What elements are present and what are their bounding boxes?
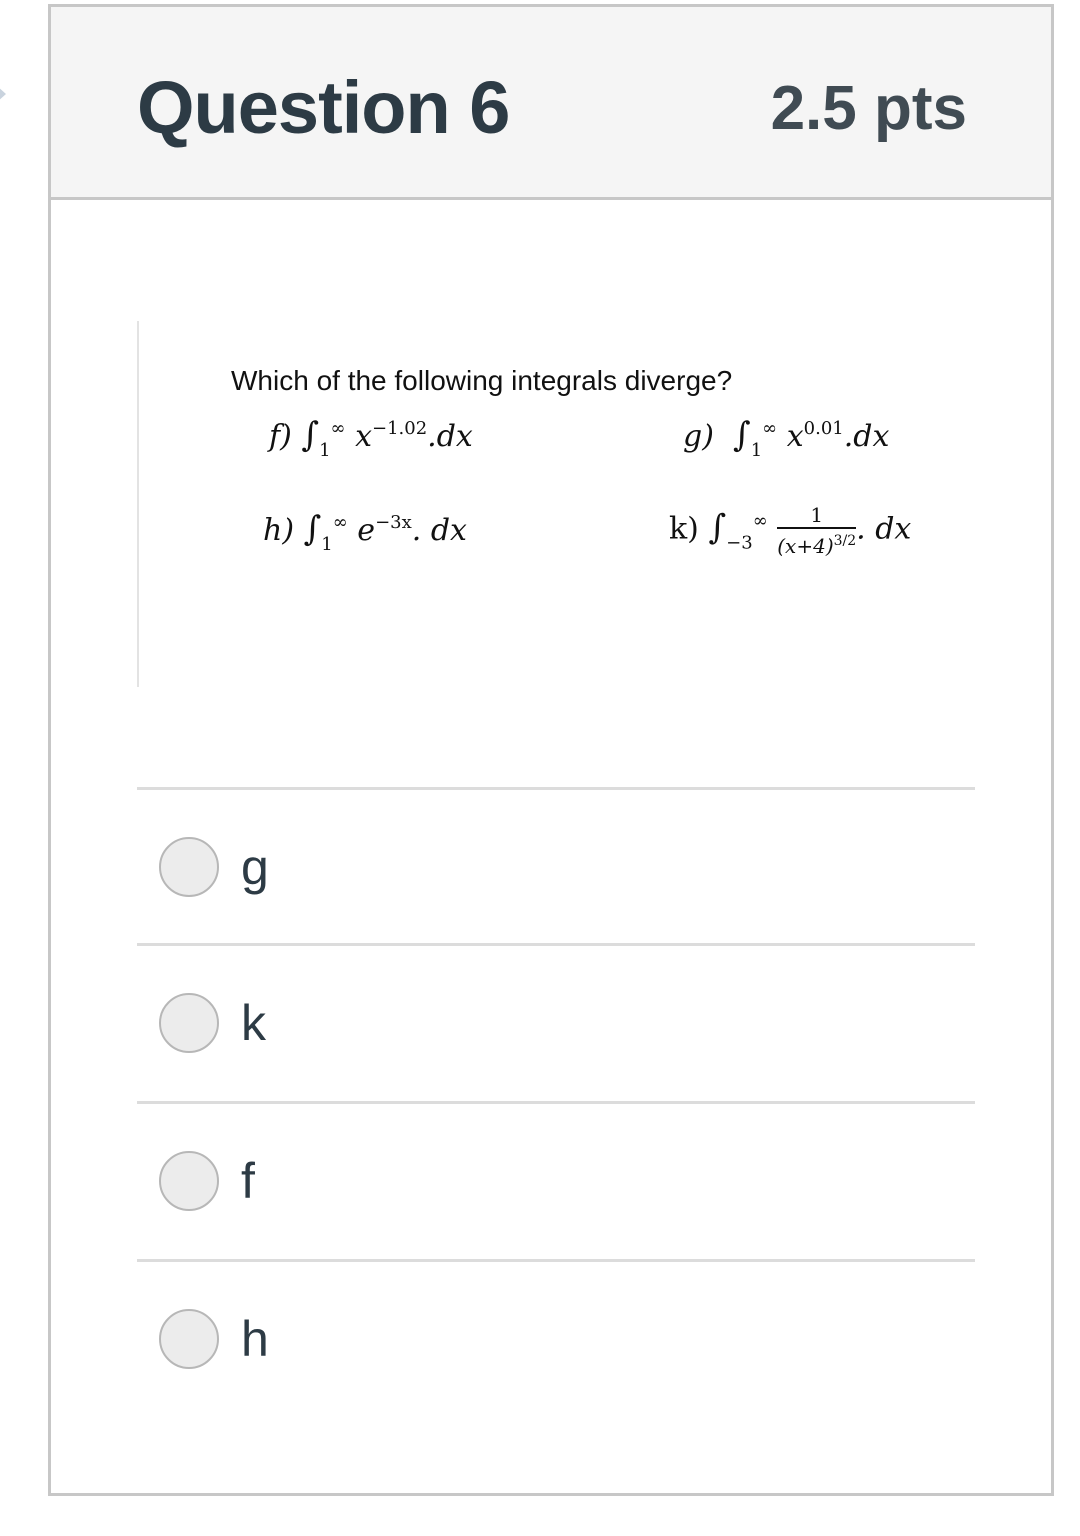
differential: .dx (843, 419, 890, 454)
fraction-denominator (777, 529, 856, 558)
integrand-base: x (355, 419, 372, 454)
upper-limit: ∞ (752, 510, 768, 532)
answer-option-k[interactable] (159, 993, 959, 1057)
upper-limit: ∞ (330, 418, 346, 439)
integrand-exponent: 0.01 (803, 418, 844, 439)
integrand-base: e (357, 513, 376, 548)
question-title: Question 6 (137, 66, 510, 149)
radio-button-icon[interactable] (159, 1309, 219, 1369)
denominator-exponent: 3/2 (833, 533, 857, 549)
integral-h (263, 509, 467, 555)
answer-option-g[interactable] (159, 837, 959, 901)
integral-sign: ∫ (733, 415, 751, 455)
radio-button-icon[interactable] (159, 837, 219, 897)
answer-option-h[interactable] (159, 1309, 959, 1373)
integral-f (269, 415, 473, 461)
question-card (48, 4, 1054, 1496)
differential: . dx (411, 513, 467, 548)
question-points: 2.5 pts (770, 74, 967, 143)
differential: . dx (856, 511, 912, 547)
question-prompt: Which of the following integrals diverge? (231, 365, 733, 396)
lower-limit: 1 (319, 440, 331, 461)
answer-divider (137, 787, 975, 790)
answer-label: h (241, 1311, 269, 1367)
integral-k (669, 503, 911, 558)
answer-label: k (241, 995, 266, 1051)
integral-sign: ∫ (708, 507, 727, 548)
integrand-exponent: −3x (375, 512, 412, 533)
upper-limit: ∞ (762, 418, 778, 439)
integral-sign: ∫ (303, 509, 322, 549)
radio-button-icon[interactable] (159, 993, 219, 1053)
integral-g (683, 415, 889, 461)
integrand-exponent: −1.02 (372, 418, 428, 439)
integral-sign: ∫ (301, 415, 320, 455)
lower-limit: −3 (726, 532, 753, 554)
answer-option-f[interactable] (159, 1151, 959, 1215)
answer-divider (137, 1101, 975, 1104)
fraction (777, 503, 856, 558)
integral-k-label: k) (669, 511, 699, 547)
denominator-base: (x+4) (777, 534, 834, 558)
integral-f-label: f) (269, 419, 292, 454)
answer-label: f (241, 1153, 255, 1209)
radio-button-icon[interactable] (159, 1151, 219, 1211)
triangle-right-icon (0, 76, 6, 112)
integral-h-label: h) (263, 513, 295, 548)
answer-divider (137, 943, 975, 946)
lower-limit: 1 (321, 534, 333, 555)
fraction-numerator: 1 (777, 503, 856, 529)
question-header (51, 7, 1051, 200)
answer-divider (137, 1259, 975, 1262)
differential: .dx (427, 419, 473, 454)
integrand-base: x (786, 419, 804, 454)
question-text-block (137, 321, 999, 687)
upper-limit: ∞ (332, 512, 348, 533)
lower-limit: 1 (750, 440, 763, 461)
integral-g-label: g) (683, 419, 714, 454)
answer-label: g (241, 839, 269, 895)
